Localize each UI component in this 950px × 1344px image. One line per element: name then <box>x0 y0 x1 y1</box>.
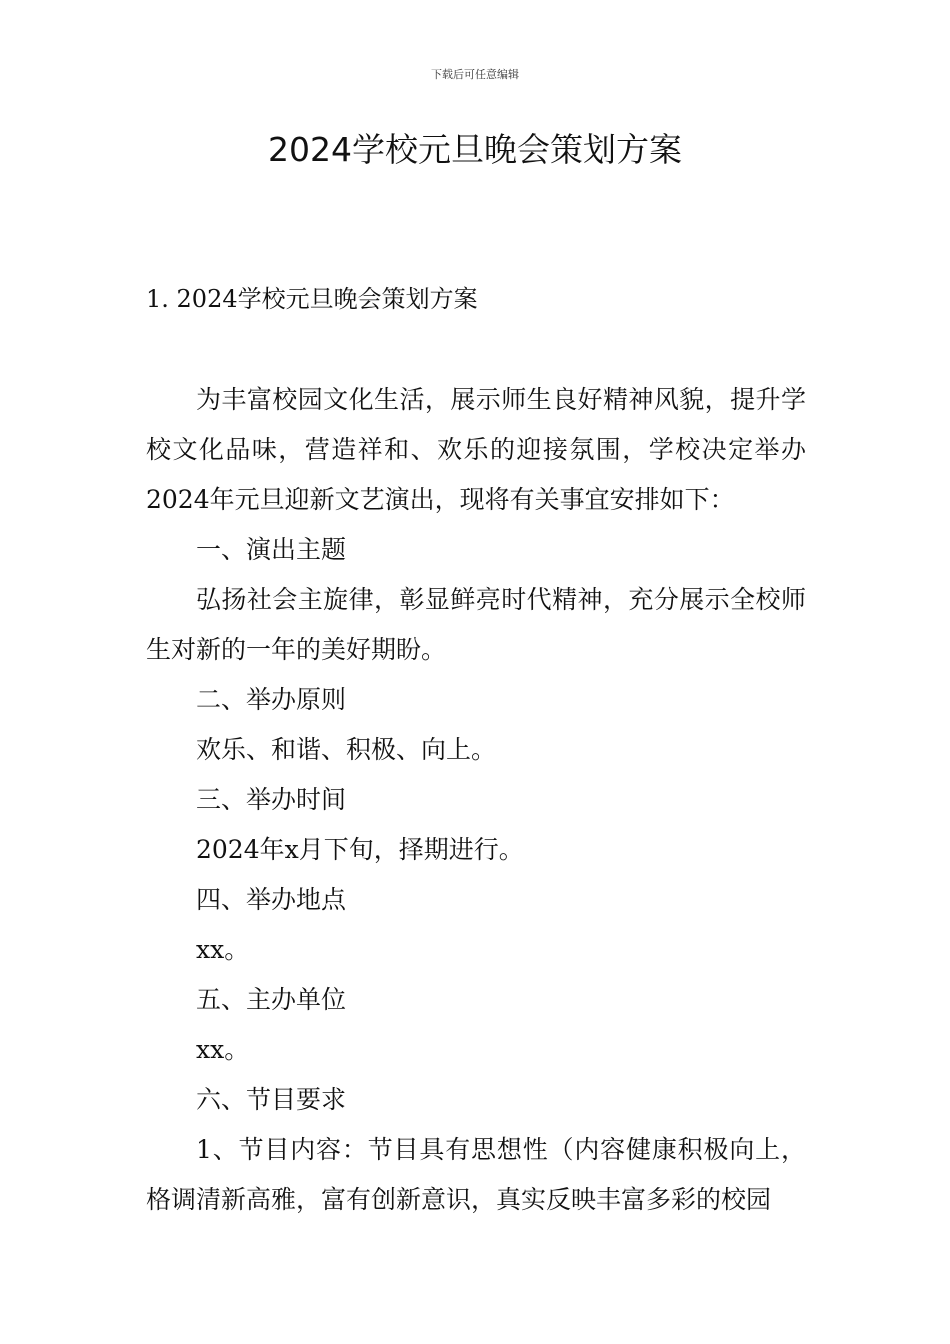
organizer-paragraph: xx。 <box>196 1035 250 1064</box>
heading-program-requirements: 六、节目要求 <box>196 1085 347 1114</box>
heading-theme: 一、演出主题 <box>196 535 347 564</box>
heading-time: 三、举办时间 <box>196 785 347 814</box>
principles-paragraph: 欢乐、和谐、积极、向上。 <box>196 735 497 764</box>
time-paragraph: 2024年x月下旬，择期进行。 <box>196 835 524 864</box>
header-note: 下载后可任意编辑 <box>431 68 519 81</box>
heading-location: 四、举办地点 <box>196 885 347 914</box>
theme-paragraph: 弘扬社会主旋律，彰显鲜亮时代精神，充分展示全校师生对新的一年的美好期盼。 <box>146 585 806 664</box>
section-heading: 1. 2024学校元旦晚会策划方案 <box>146 285 478 313</box>
location-paragraph: xx。 <box>196 935 250 964</box>
heading-organizer: 五、主办单位 <box>196 985 347 1014</box>
heading-principles: 二、举办原则 <box>196 685 347 714</box>
document-title: 2024学校元旦晚会策划方案 <box>268 130 682 169</box>
intro-paragraph: 为丰富校园文化生活，展示师生良好精神风貌，提升学校文化品味，营造祥和、欢乐的迎接氛围，学校决定举办2024年元旦迎新文艺演出，现将有关事宜安排如下： <box>146 385 806 514</box>
program-content-paragraph: 1、节目内容：节目具有思想性（内容健康积极向上，格调清新高雅，富有创新意识，真实反映丰富多彩的校园 <box>146 1135 806 1214</box>
document-body <box>146 375 806 1225</box>
